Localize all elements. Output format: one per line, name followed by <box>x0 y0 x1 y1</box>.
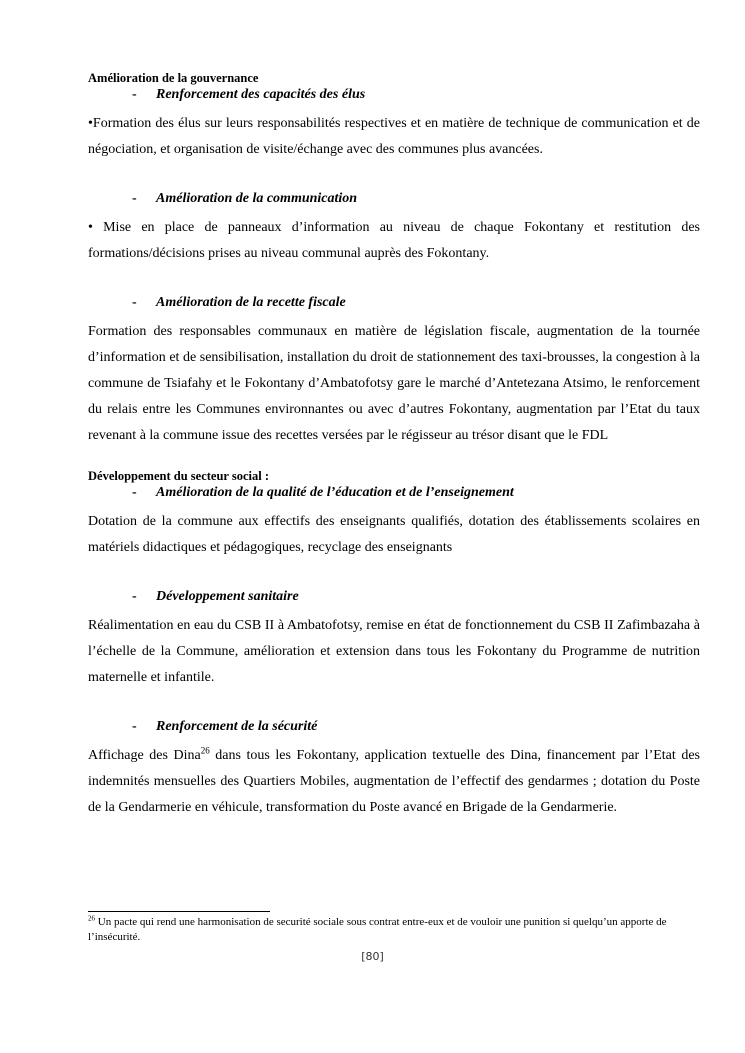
paragraph-capacites: •Formation des élus sur leurs responsabilités respectives et en matière de technique de communication et de négociation, et organisation de visite/échange avec des communes plus avancées. <box>88 116 700 157</box>
subheading-sanitaire: - Développement sanitaire <box>132 589 299 604</box>
bullet-dash: - <box>132 589 137 604</box>
subheading-education: - Amélioration de la qualité de l’éducation et de l’enseignement <box>132 485 514 500</box>
paragraph-education: Dotation de la commune aux effectifs des enseignants qualifiés, dotation des établissements scolaires en matériels didactiques et pédagogiques, recyclage des enseignants <box>88 514 700 555</box>
subheading-capacites: - Renforcement des capacités des élus <box>132 87 366 102</box>
bullet-dash: - <box>132 485 137 500</box>
subheading-recette-fiscale: - Amélioration de la recette fiscale <box>132 295 346 310</box>
footnote-number: 26 <box>88 914 95 923</box>
footnote-text: Un pacte qui rend une harmonisation de securité sociale sous contrat entre-eux et de vouloir une punition si quelqu’un apporte de l’insécurité. <box>88 916 667 943</box>
section-title-social: Développement du secteur social : <box>88 469 269 483</box>
bullet-dash: - <box>132 87 137 102</box>
footnote <box>88 915 700 945</box>
paragraph-securite: Affichage des Dina$^{26}$ dans tous les Fokontany, application textuelle des Dina, financement par l’Etat des indemnités mensuelles des Quartiers Mobiles, augmentation de l’effectif des gendarmes ; dotation du Poste de la Gendarmerie en véhicule, transformation du Poste avancé en Brigade de la Gendarmerie. <box>88 745 700 815</box>
bullet-dash: - <box>132 191 137 206</box>
bullet-dash: - <box>132 295 137 310</box>
subheading-securite: - Renforcement de la sécurité <box>132 719 318 734</box>
section-title-gouvernance: Amélioration de la gouvernance <box>88 71 259 85</box>
bullet-dash: - <box>132 719 137 734</box>
paragraph-sanitaire: Réalimentation en eau du CSB II à Ambatofotsy, remise en état de fonctionnement du CSB II Zafimbazaha à l’échelle de la Commune, amélioration et extension dans tous les Fokontany du Programme de nutrition maternelle et infantile. <box>88 618 700 685</box>
footnote-divider <box>88 911 270 912</box>
paragraph-communication: • Mise en place de panneaux d’information au niveau de chaque Fokontany et restitution des formations/décisions prises au niveau communal auprès des Fokontany. <box>88 220 700 261</box>
footnote-reference[interactable]: 26 <box>200 745 210 756</box>
page-number: [80] <box>361 950 384 963</box>
subheading-communication: - Amélioration de la communication <box>132 191 358 206</box>
paragraph-recette-fiscale: Formation des responsables communaux en matière de législation fiscale, augmentation de la tournée d’information et de sensibilisation, installation du droit de stationnement des taxi-brousses, la congestion à la commune de Tsiafahy et le Fokontany d’Ambatofotsy gare le marché d’Antetezana Atsimo, le renforcement du relais entre les Communes environnantes ou avec d’autres Fokontany, augmentation par l’Etat du taux revenant à la commune issue des recettes versées par le régisseur au trésor disant que le FDL <box>88 324 700 443</box>
document-body <box>88 70 700 821</box>
